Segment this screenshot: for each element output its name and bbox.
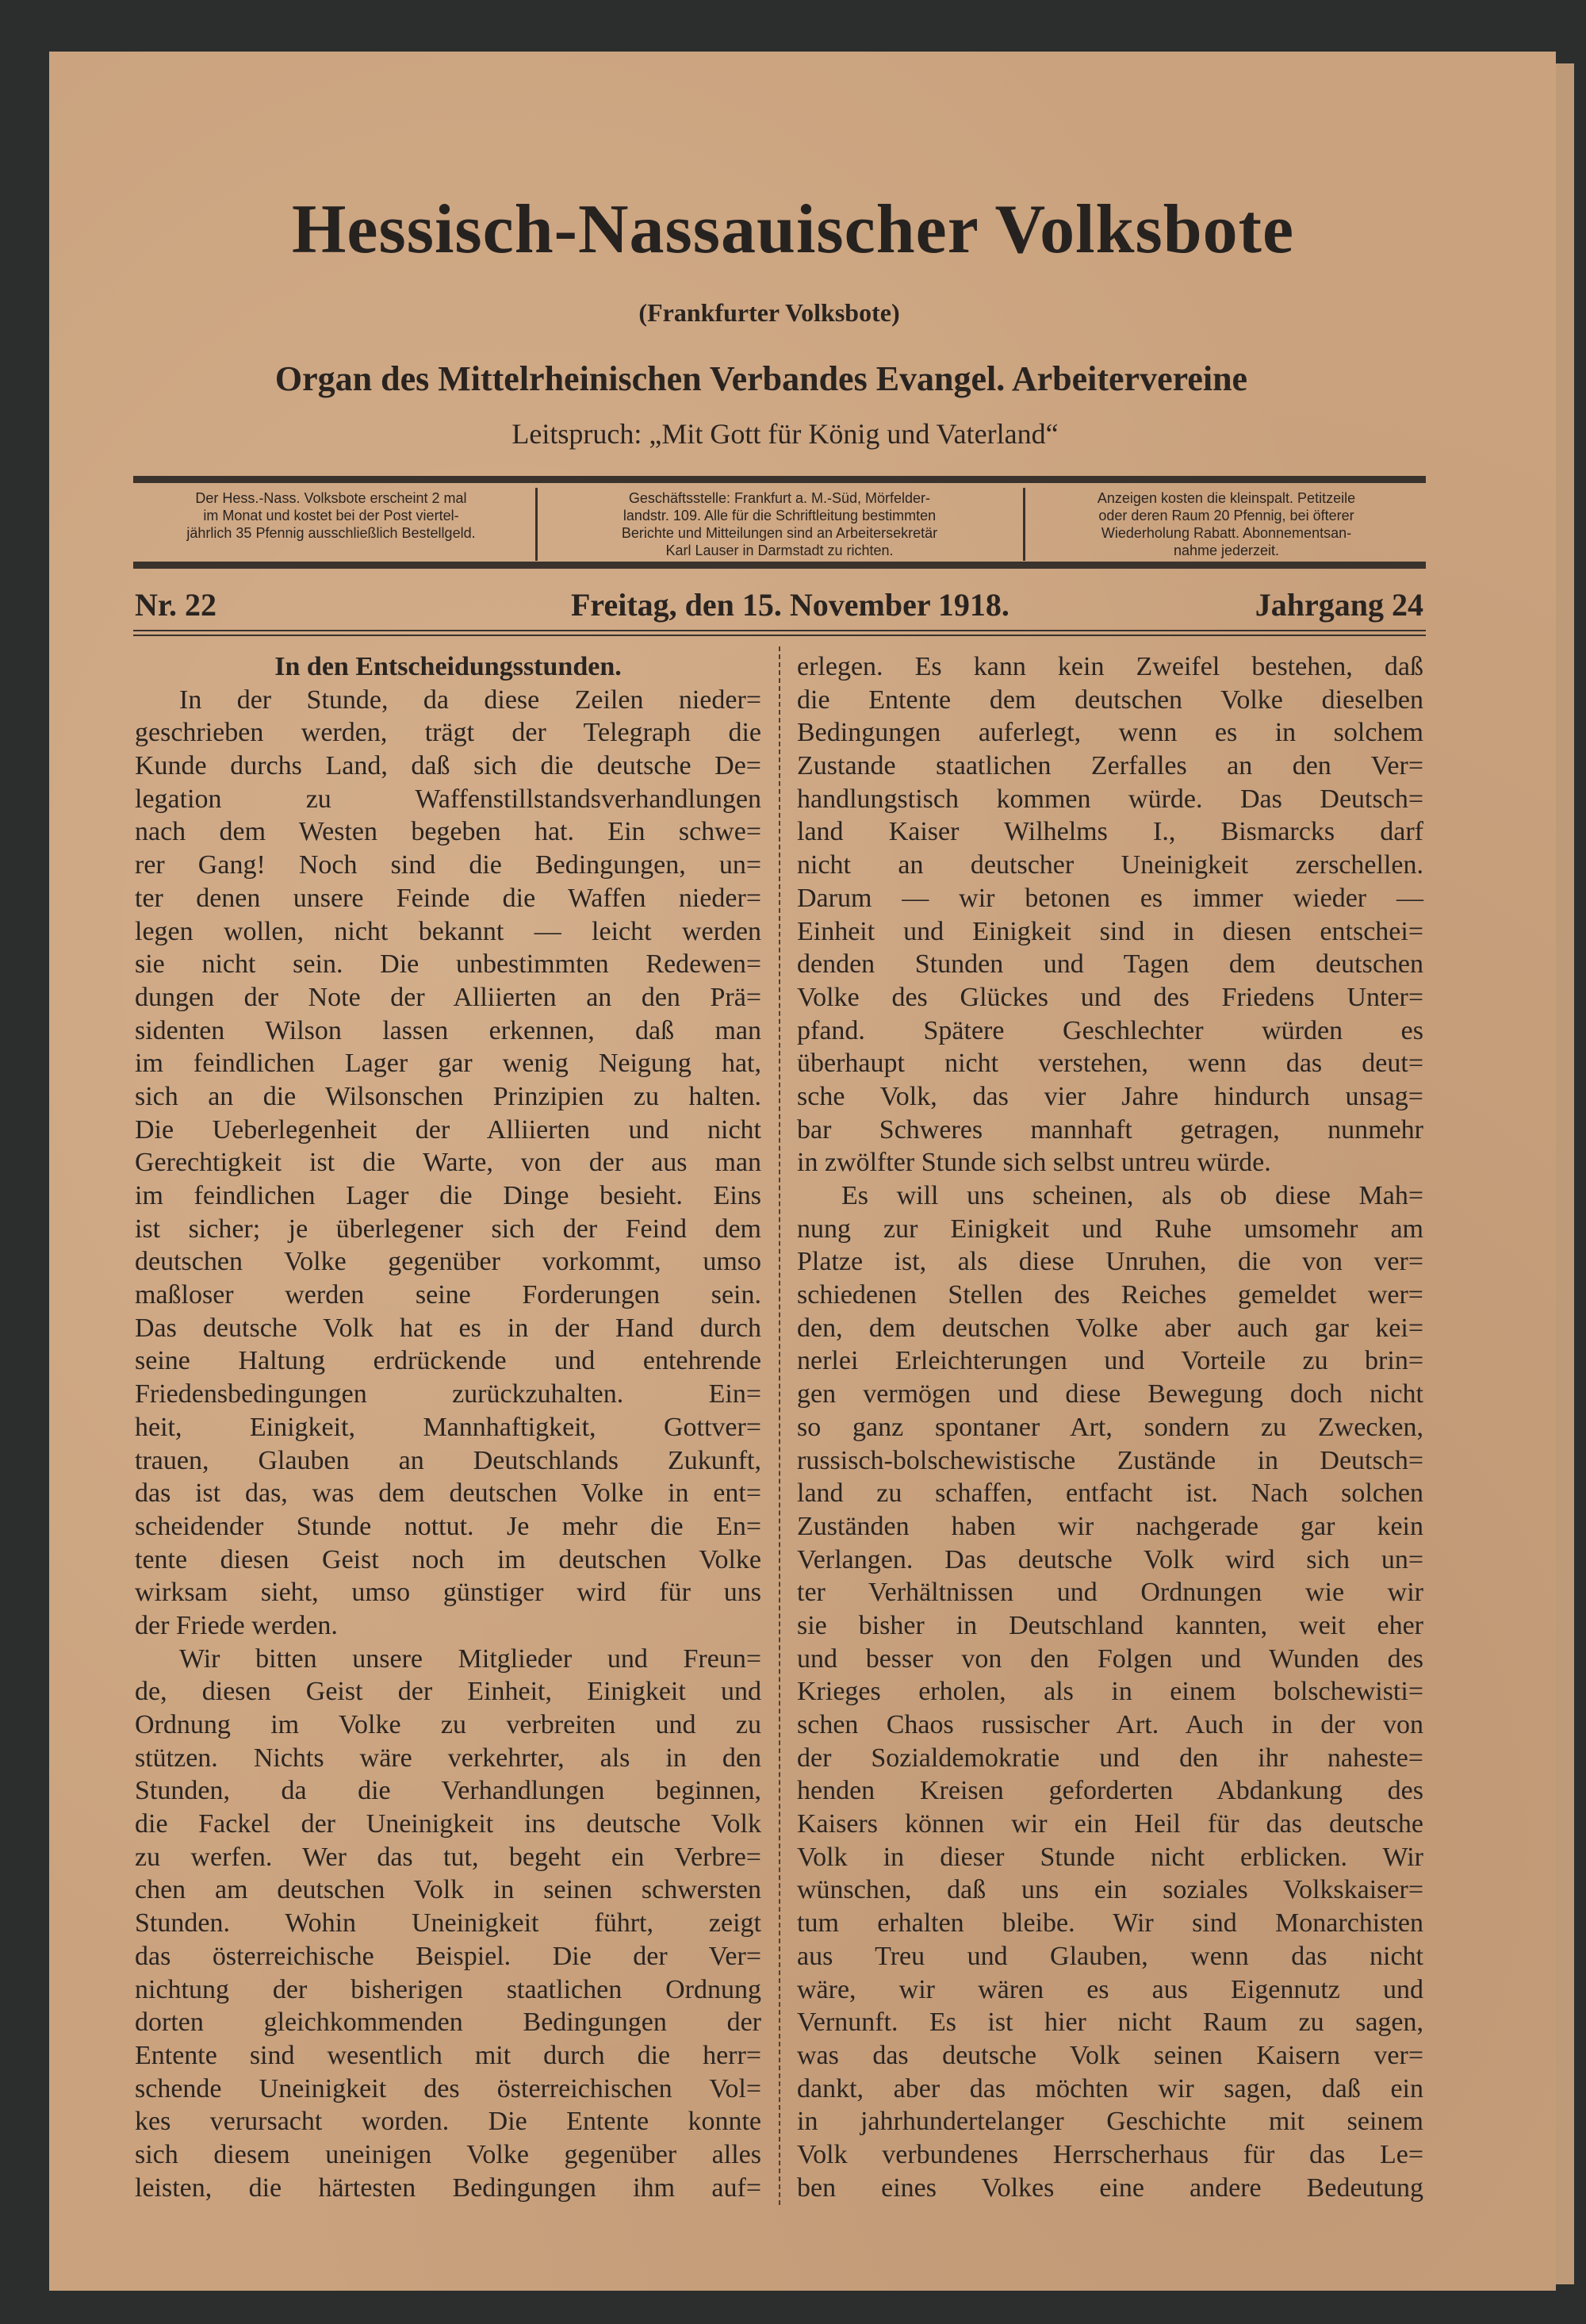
text-line: sich diesem uneinigen Volke gegenüber alles [135,2139,761,2169]
text-line: kes verursacht worden. Die Entente konnte [135,2107,761,2137]
text-line: sich an die Wilsonschen Prinzipien zu halten. [135,1081,761,1111]
header-rule-top [133,476,1426,483]
text-line: sidenten Wilson lassen erkennen, daß man [135,1015,761,1045]
text-line: nerlei Erleichterungen und Vorteile zu brin= [797,1346,1423,1376]
text-line: legen wollen, nicht bekannt — leicht werden [135,916,761,946]
text-line: den, dem deutschen Volke aber auch gar kei= [797,1313,1423,1343]
article-column-left [135,650,761,2204]
article-heading: In den Entscheidungsstunden. [274,652,622,681]
newspaper-subtitle: (Frankfurter Volksbote) [638,298,900,327]
info-ads [1029,489,1423,559]
text-line: deutschen Volke gegenüber vorkommt, umso [135,1247,761,1277]
text-line: was das deutsche Volk seinen Kaisern ver= [797,2040,1423,2070]
info-line: im Monat und kostet bei der Post viertel- [203,508,459,523]
text-line: Gerechtigkeit ist die Warte, von der aus man [135,1148,761,1178]
info-line: landstr. 109. Alle für die Schriftleitung bestimmten [623,508,937,523]
info-divider [535,488,538,561]
info-line: Der Hess.-Nass. Volksbote erscheint 2 mal [195,490,467,506]
text-line: Stunden. Wohin Uneinigkeit führt, zeigt [135,1908,761,1939]
text-line: In der Stunde, da diese Zeilen nieder= [179,685,761,715]
text-line: die Entente dem deutschen Volke dieselben [797,685,1423,715]
text-line: sche Volk, das vier Jahre hindurch unsag= [797,1081,1423,1111]
text-line: erlegen. Es kann kein Zweifel bestehen, daß [797,652,1423,681]
date-rule [133,635,1426,636]
text-line: aus Treu und Glauben, wenn das nicht [797,1941,1423,1971]
info-subscription [135,489,527,542]
text-line: land Kaiser Wilhelms I., Bismarcks darf [797,817,1423,847]
text-line: dungen der Note der Alliierten an den Prä= [135,982,761,1012]
info-line: nahme jederzeit. [1173,543,1280,558]
text-line: so ganz spontaner Art, sondern zu Zwecken, [797,1412,1423,1442]
text-line: Friedensbedingungen zurückzuhalten. Ein= [135,1379,761,1409]
text-line: ist sicher; je überlegener sich der Feind dem [135,1214,761,1244]
text-line: Entente sind wesentlich mit durch die herr= [135,2040,761,2070]
text-line: legation zu Waffenstillstandsverhandlungen [135,784,761,814]
text-line: im feindlichen Lager gar wenig Neigung hat, [135,1049,761,1079]
text-line: das österreichische Beispiel. Die der Ver= [135,1941,761,1971]
text-line: im feindlichen Lager die Dinge besieht. Eins [135,1181,761,1210]
text-line: Kunde durchs Land, daß sich die deutsche De= [135,751,761,781]
text-line: Zuständen haben wir nachgerade gar kein [797,1511,1423,1541]
text-line: Zustande staatlichen Zerfalles an den Ver= [797,751,1423,781]
text-line: rer Gang! Noch sind die Bedingungen, un= [135,850,761,880]
text-line: chen am deutschen Volk in seinen schwersten [135,1875,761,1905]
issue-number: Nr. 22 [135,587,216,623]
newspaper-title: Hessisch-Nassauischer Volksbote [291,191,1295,268]
text-line: ter denen unsere Feinde die Waffen nieder= [135,883,761,913]
info-line: Geschäftsstelle: Frankfurt a. M.-Süd, Mörfelder- [628,490,931,506]
text-line: das ist das, was dem deutschen Volke in ent= [135,1478,761,1509]
text-line: wünschen, daß uns ein soziales Volkskaiser= [797,1875,1423,1905]
text-line: nicht an deutscher Uneinigkeit zerschellen. [797,850,1423,880]
text-line: Bedingungen auferlegt, wenn es in solchem [797,718,1423,748]
text-line: trauen, Glauben an Deutschlands Zukunft, [135,1445,761,1475]
text-line: russisch-bolschewistische Zustände in Deutsch= [797,1445,1423,1475]
info-line: Anzeigen kosten die kleinspalt. Petitzeile [1097,490,1356,506]
text-line: Volke des Glückes und des Friedens Unter= [797,982,1423,1012]
text-line: pfand. Spätere Geschlechter würden es [797,1015,1423,1045]
text-line: scheidender Stunde nottut. Je mehr die En= [135,1511,761,1541]
info-divider [1023,488,1025,561]
text-line: nach dem Westen begeben hat. Ein schwe= [135,817,761,847]
text-line: dorten gleichkommenden Bedingungen der [135,2008,761,2038]
text-line: in zwölfter Stunde sich selbst untreu würde. [797,1148,1271,1178]
text-line: Platze ist, als diese Unruhen, die von ver= [797,1247,1423,1277]
info-line: oder deren Raum 20 Pfennig, bei öfterer [1098,508,1354,523]
text-line: Die Ueberlegenheit der Alliierten und nicht [135,1114,761,1145]
text-line: Stunden, da die Verhandlungen beginnen, [135,1776,761,1806]
article-column-right [797,650,1423,2204]
text-line: der Friede werden. [135,1610,338,1640]
text-line: stützen. Nichts wäre verkehrter, als in den [135,1743,761,1773]
motto-line: Leitspruch: „Mit Gott für König und Vaterland“ [511,418,1059,450]
info-office [542,489,1017,559]
text-line: land zu schaffen, entfacht ist. Nach solchen [797,1478,1423,1509]
text-line: Volk verbundenes Herrscherhaus für das Le= [797,2139,1423,2169]
text-line: die Fackel der Uneinigkeit ins deutsche Volk [135,1809,761,1839]
text-line: Einheit und Einigkeit sind in diesen entschei= [797,916,1423,946]
text-line: Ordnung im Volke zu verbreiten und zu [135,1710,761,1739]
text-line: Das deutsche Volk hat es in der Hand durch [135,1313,761,1343]
text-line: schiedenen Stellen des Reiches gemeldet wer= [797,1280,1423,1310]
info-line: Berichte und Mitteilungen sind an Arbeitersekretär [621,525,938,541]
text-line: wäre, wir wären es aus Eigennutz und [797,1974,1423,2004]
text-line: de, diesen Geist der Einheit, Einigkeit und [135,1677,761,1707]
text-line: schende Uneinigkeit des österreichischen Vol= [135,2073,761,2103]
text-line: Verlangen. Das deutsche Volk wird sich un= [797,1544,1423,1574]
text-line: Krieges erholen, als in einem bolschewisti= [797,1677,1423,1707]
text-line: handlungstisch kommen würde. Das Deutsch= [797,784,1423,814]
text-line: tente diesen Geist noch im deutschen Volke [135,1544,761,1574]
text-line: Darum — wir betonen es immer wieder — [797,883,1423,913]
info-line: Karl Lauser in Darmstadt zu richten. [665,543,894,558]
text-line: Es will uns scheinen, als ob diese Mah= [841,1181,1423,1210]
text-line: ben eines Volkes eine andere Bedeutung [797,2173,1423,2203]
text-line: ter Verhältnissen und Ordnungen wie wir [797,1578,1423,1608]
text-line: leisten, die härtesten Bedingungen ihm auf= [135,2173,761,2203]
text-line: zu werfen. Wer das tut, begeht ein Verbre= [135,1842,761,1872]
text-line: in jahrhundertelanger Geschichte mit seinem [797,2107,1423,2137]
text-line: sie nicht sein. Die unbestimmten Redewen= [135,949,761,980]
text-line: geschrieben werden, trägt der Telegraph die [135,718,761,748]
text-line: Kaisers können wir ein Heil für das deutsche [797,1809,1423,1839]
text-line: Vernunft. Es ist hier nicht Raum zu sagen, [797,2008,1423,2038]
text-line: gen vermögen und diese Bewegung doch nicht [797,1379,1423,1409]
date-rule [133,630,1426,631]
text-line: überhaupt nicht verstehen, wenn das deut= [797,1049,1423,1079]
text-line: nichtung der bisherigen staatlichen Ordnung [135,1974,761,2004]
text-line: dankt, aber das möchten wir sagen, daß ein [797,2073,1423,2103]
text-line: maßloser werden seine Forderungen sein. [135,1280,761,1310]
text-line: Volk in dieser Stunde nicht erblicken. Wir [797,1842,1423,1872]
header-rule-bottom [133,562,1426,569]
issue-volume: Jahrgang 24 [1255,587,1423,623]
text-line: schen Chaos russischer Art. Auch in der von [797,1710,1423,1739]
text-line: der Sozialdemokratie und den ihr naheste= [797,1743,1423,1773]
text-line: bar Schweres mannhaft getragen, nunmehr [797,1114,1423,1145]
text-line: henden Kreisen geforderten Abdankung des [797,1776,1423,1806]
organ-line: Organ des Mittelrheinischen Verbandes Evangel. Arbeitervereine [274,359,1248,398]
text-line: wirksam sieht, umso günstiger wird für uns [135,1578,761,1608]
column-divider [779,646,780,2205]
info-line: Wiederholung Rabatt. Abonnementsan- [1101,525,1352,541]
text-line: nung zur Einigkeit und Ruhe umsomehr am [797,1214,1423,1244]
text-line: sie bisher in Deutschland kannten, weit eher [797,1610,1423,1640]
text-line: tum erhalten bleibe. Wir sind Monarchisten [797,1908,1423,1939]
text-line: seine Haltung erdrückende und entehrende [135,1346,761,1376]
text-line: heit, Einigkeit, Mannhaftigkeit, Gottver= [135,1412,761,1442]
issue-date: Freitag, den 15. November 1918. [571,587,1009,623]
info-line: jährlich 35 Pfennig ausschließlich Bestellgeld. [186,525,476,541]
text-line: denden Stunden und Tagen dem deutschen [797,949,1423,980]
text-line: Wir bitten unsere Mitglieder und Freun= [179,1643,761,1674]
text-line: und besser von den Folgen und Wunden des [797,1643,1423,1674]
